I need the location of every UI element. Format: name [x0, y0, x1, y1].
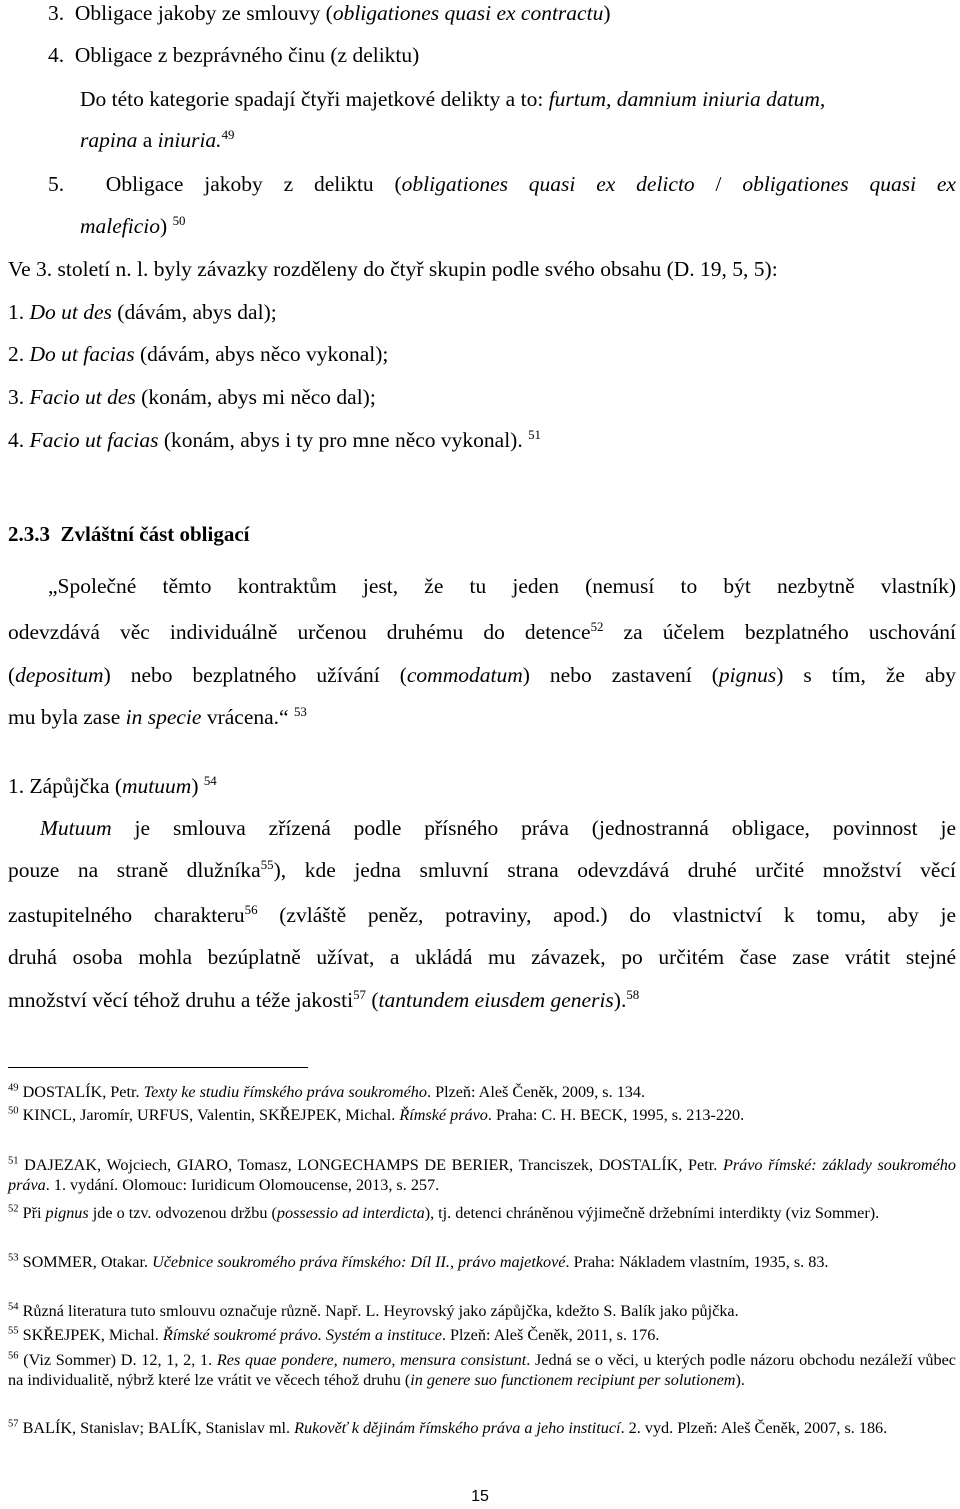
footnote-51: $^{51}$ DAJEZAK, Wojciech, GIARO, Tomasz, LONGECHAMPS DE BERIER, Tranciszek, DOSTALÍK, Petr. Právo římské: základy soukromého práva. 1. vydání. Olomouc: Iuridicum Olomoucense, 2013, s. 257.	[8, 1155, 956, 1194]
footnote-ref-54[interactable]: 54	[203, 773, 217, 788]
footnote-ref-58[interactable]: 58	[626, 987, 640, 1002]
contract-item-1: 1. Do ut des (dávám, abys dal);	[8, 300, 277, 324]
contract-item-2: 2. Do ut facias (dávám, abys něco vykonal);	[8, 342, 389, 366]
list-item-3: 3. Obligace jakoby ze smlouvy (obligationes quasi ex contractu)	[48, 1, 611, 25]
footnote-49: $^{49}$ DOSTALÍK, Petr. Texty ke studiu římského práva soukromého. Plzeň: Aleš Čeněk, 2009, s. 134.	[8, 1082, 646, 1101]
page-number: 15	[471, 1488, 489, 1505]
quote-line-2: odevzdává věc individuálně určenou druhému do detence$^{52}$ za účelem bezplatného uschování	[8, 619, 956, 644]
mutuum-line-4: druhá osoba mohla bezúplatně užívat, a ukládá mu závazek, po určitém čase zase vrátit stejné	[8, 945, 956, 969]
subsection-heading: 1. Zápůjčka (mutuum) $^{54}$	[8, 773, 217, 798]
footnote-ref-56[interactable]: 56	[244, 902, 258, 917]
list-item-4-description: Do této kategorie spadají čtyři majetkové delikty a to: furtum, damnium iniuria datum,	[80, 87, 826, 111]
footnote-ref-50[interactable]: 50	[172, 213, 186, 228]
list-item-4-description-cont: rapina a iniuria.$^{49}$	[80, 127, 235, 152]
footnote-ref-57[interactable]: 57	[353, 987, 366, 1002]
footnote-separator	[8, 1067, 308, 1068]
footnote-ref-52[interactable]: 52	[590, 619, 604, 634]
footnote-56: $^{56}$ (Viz Sommer) D. 12, 1, 2, 1. Res quae pondere, numero, mensura consistunt. Jedná se o věci, u kterých podle názoru obchodu nezáleží vůbec na individualitě, nýbrž které lze vrátit ve věcech téhož druhu (in genere suo functionem recipiunt per solutionem).	[8, 1350, 956, 1389]
footnote-ref-55[interactable]: 55	[260, 857, 274, 872]
list-item-5: 5. Obligace jakoby z deliktu (obligationes quasi ex delicto / obligationes quasi ex	[48, 172, 956, 196]
intro-line: Ve 3. století n. l. byly závazky rozděleny do čtyř skupin podle svého obsahu (D. 19, 5, 5):	[8, 257, 778, 281]
mutuum-line-2: pouze na straně dlužníka$^{55}$), kde jedna smluvní strana odevzdává druhé určité množství věcí	[8, 857, 956, 882]
footnote-ref-49[interactable]: 49	[221, 127, 235, 142]
mutuum-line-3: zastupitelného charakteru$^{56}$ (zvláště peněz, potraviny, apod.) do vlastnictví k tomu, aby je	[8, 902, 956, 927]
footnote-54: $^{54}$ Různá literatura tuto smlouvu označuje různě. Např. L. Heyrovský jako zápůjčka, kdežto S. Balík jako půjčka.	[8, 1301, 739, 1320]
quote-line-1: „Společné těmto kontraktům jest, že tu jeden (nemusí to být nezbytně vlastník)	[48, 574, 956, 598]
footnote-57: $^{57}$ BALÍK, Stanislav; BALÍK, Stanislav ml. Rukověť k dějinám římského práva a jeho institucí. 2. vyd. Plzeň: Aleš Čeněk, 2007, s. 186.	[8, 1418, 888, 1437]
quote-line-4: mu byla zase in specie vrácena.“ $^{53}$	[8, 704, 307, 729]
footnote-55: $^{55}$ SKŘEJPEK, Michal. Římské soukromé právo. Systém a instituce. Plzeň: Aleš Čeněk, 2011, s. 176.	[8, 1325, 660, 1344]
mutuum-line-5: množství věcí téhož druhu a téže jakosti$^{57}$ (tantundem eiusdem generis).$^{58}$	[8, 987, 640, 1012]
footnote-52: $^{52}$ Při pignus jde o tzv. odvozenou držbu (possessio ad interdicta), tj. detenci chráněnou výjimečně držebními interdikty (viz Sommer).	[8, 1203, 880, 1222]
footnote-ref-51[interactable]: 51	[528, 427, 541, 442]
footnote-53: $^{53}$ SOMMER, Otakar. Učebnice soukromého práva římského: Díl II., právo majetkové. Praha: Nákladem vlastním, 1935, s. 83.	[8, 1252, 829, 1271]
footnote-ref-53[interactable]: 53	[293, 704, 307, 719]
list-item-4: 4. Obligace z bezprávného činu (z deliktu)	[48, 43, 420, 67]
section-heading: 2.3.3 Zvláštní část obligací	[8, 522, 250, 546]
quote-line-3: (depositum) nebo bezplatného užívání (commodatum) nebo zastavení (pignus) s tím, že aby	[8, 663, 956, 687]
mutuum-line-1: Mutuum je smlouva zřízená podle přísného práva (jednostranná obligace, povinnost je	[40, 816, 956, 840]
contract-item-4: 4. Facio ut facias (konám, abys i ty pro mne něco vykonal). $^{51}$	[8, 427, 541, 452]
footnote-50: $^{50}$ KINCL, Jaromír, URFUS, Valentin, SKŘEJPEK, Michal. Římské právo. Praha: C. H. BECK, 1995, s. 213-220.	[8, 1105, 745, 1124]
contract-item-3: 3. Facio ut des (konám, abys mi něco dal);	[8, 385, 376, 409]
list-item-5-cont: maleficio) $^{50}$	[80, 213, 186, 238]
